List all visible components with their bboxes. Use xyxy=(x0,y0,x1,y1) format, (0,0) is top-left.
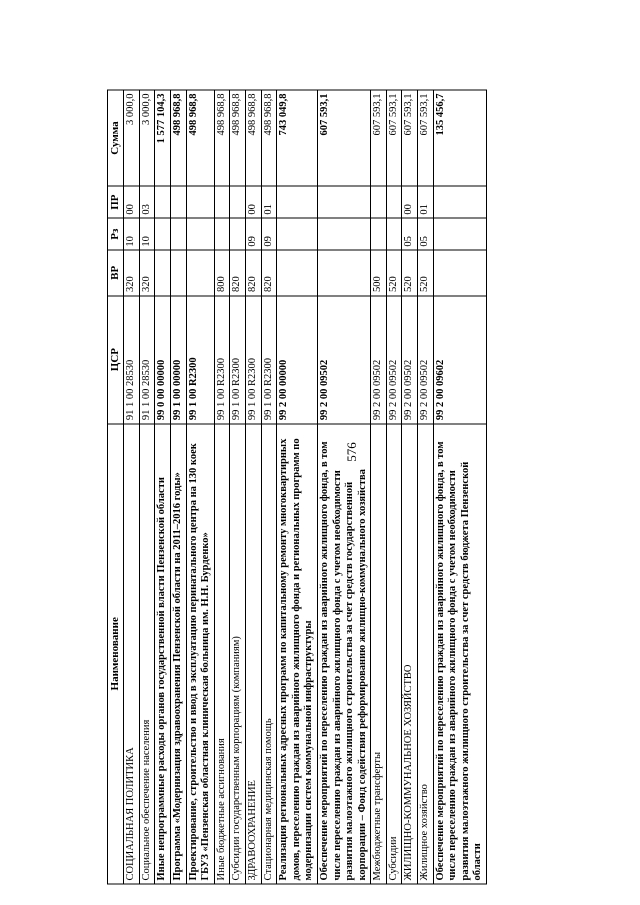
cell-pr xyxy=(155,186,171,218)
cell-rz xyxy=(277,218,318,250)
cell-pr xyxy=(317,186,370,218)
cell-sum: 498 968,8 xyxy=(245,90,261,186)
table-row xyxy=(230,90,246,884)
cell-rz xyxy=(386,218,402,250)
cell-rz xyxy=(186,218,214,250)
cell-sum: 498 968,8 xyxy=(230,90,246,186)
table-row xyxy=(124,90,140,884)
cell-rz: 05 xyxy=(418,218,434,250)
cell-sum: 498 968,8 xyxy=(170,90,186,186)
cell-name: Субсидии государственным корпорациям (компаниям) xyxy=(230,424,246,884)
header-rz: Рз xyxy=(108,218,124,250)
budget-table-container xyxy=(107,90,565,885)
cell-sum: 607 593,1 xyxy=(317,90,370,186)
cell-name: ЗДРАВООХРАНЕНИЕ xyxy=(245,424,261,884)
cell-vr xyxy=(433,250,486,295)
cell-rz xyxy=(317,218,370,250)
cell-vr: 520 xyxy=(418,250,434,295)
cell-name: Проектирование, строительство и ввод в эксплуатацию перинатального центра на 130 коек ГБУЗ «Пензенская областная клиническая больница им. Н.Н. Бурденко» xyxy=(186,424,214,884)
cell-rz xyxy=(433,218,486,250)
table-row xyxy=(402,90,418,884)
cell-name: Обеспечение мероприятий по переселению граждан из аварийного жилищного фонда, в том числе переселению граждан из аварийного жилищного фонда с учетом необходимости развития малоэтажного жилищного строительства за счет средств бюджета Пензенской области xyxy=(433,424,486,884)
cell-sum: 498 968,8 xyxy=(214,90,230,186)
cell-vr xyxy=(186,250,214,295)
page-number: 576 xyxy=(344,442,359,462)
cell-rz xyxy=(170,218,186,250)
cell-csr: 99 2 00 09502 xyxy=(371,296,387,424)
table-row xyxy=(170,90,186,884)
cell-name: ЖИЛИЩНО-КОММУНАЛЬНОЕ ХОЗЯЙСТВО xyxy=(402,424,418,884)
cell-rz xyxy=(371,218,387,250)
cell-name: Стационарная медицинская помощь xyxy=(261,424,277,884)
cell-sum: 3 000,0 xyxy=(139,90,155,186)
cell-vr: 520 xyxy=(402,250,418,295)
cell-csr: 91 1 00 28530 xyxy=(139,296,155,424)
table-row xyxy=(317,90,370,884)
cell-csr: 99 2 00 09502 xyxy=(402,296,418,424)
cell-sum: 3 000,0 xyxy=(124,90,140,186)
cell-sum: 607 593,1 xyxy=(402,90,418,186)
cell-sum: 135 456,7 xyxy=(433,90,486,186)
cell-sum: 607 593,1 xyxy=(371,90,387,186)
header-csr: ЦСР xyxy=(108,296,124,424)
cell-pr xyxy=(230,186,246,218)
cell-pr xyxy=(386,186,402,218)
table-row xyxy=(261,90,277,884)
cell-rz: 09 xyxy=(245,218,261,250)
cell-csr: 99 2 00 09602 xyxy=(433,296,486,424)
cell-pr: 01 xyxy=(261,186,277,218)
header-vr: ВР xyxy=(108,250,124,295)
table-row xyxy=(155,90,171,884)
table-row xyxy=(186,90,214,884)
cell-pr: 01 xyxy=(418,186,434,218)
cell-rz: 10 xyxy=(139,218,155,250)
cell-name: Жилищное хозяйство xyxy=(418,424,434,884)
cell-name: Социальное обеспечение населения xyxy=(139,424,155,884)
cell-pr xyxy=(186,186,214,218)
cell-name: Иные непрограммные расходы органов государственной власти Пензенской области xyxy=(155,424,171,884)
cell-vr: 520 xyxy=(386,250,402,295)
cell-name: Обеспечение мероприятий по переселению граждан из аварийного жилищного фонда, в том числе переселению граждан из аварийного жилищного фонда с учетом необходимости развития малоэтажного жилищного строительства за счет средств государственной корпорации – Фонд содействия реформированию жилищно-коммунального хозяйства xyxy=(317,424,370,884)
cell-sum: 1 577 104,3 xyxy=(155,90,171,186)
cell-csr: 99 2 00 09502 xyxy=(418,296,434,424)
cell-vr: 800 xyxy=(214,250,230,295)
cell-name: Реализация региональных адресных программ по капитальному ремонту многоквартирных домов, переселению граждан из аварийного жилищного фонда и региональных программ по модернизации систем коммунальной инфраструктуры xyxy=(277,424,318,884)
cell-pr xyxy=(277,186,318,218)
cell-csr: 99 2 00 00000 xyxy=(277,296,318,424)
cell-vr: 320 xyxy=(124,250,140,295)
cell-csr: 99 1 00 R2300 xyxy=(245,296,261,424)
cell-vr: 320 xyxy=(139,250,155,295)
cell-pr: 03 xyxy=(139,186,155,218)
cell-sum: 743 049,8 xyxy=(277,90,318,186)
cell-vr xyxy=(155,250,171,295)
cell-csr: 99 1 00 R2300 xyxy=(261,296,277,424)
table-row xyxy=(277,90,318,884)
cell-pr: 00 xyxy=(402,186,418,218)
cell-vr xyxy=(317,250,370,295)
cell-name: СОЦИАЛЬНАЯ ПОЛИТИКА xyxy=(124,424,140,884)
cell-vr: 820 xyxy=(261,250,277,295)
cell-csr: 99 1 00 00000 xyxy=(170,296,186,424)
cell-rz xyxy=(155,218,171,250)
table-row xyxy=(245,90,261,884)
table-header-row xyxy=(108,90,124,884)
table-row xyxy=(418,90,434,884)
table-row xyxy=(386,90,402,884)
table-row xyxy=(433,90,486,884)
header-pr: ПР xyxy=(108,186,124,218)
table-body xyxy=(124,90,487,884)
cell-sum: 607 593,1 xyxy=(418,90,434,186)
cell-vr: 500 xyxy=(371,250,387,295)
table-row xyxy=(139,90,155,884)
cell-rz xyxy=(230,218,246,250)
header-name: Наименование xyxy=(108,424,124,884)
cell-pr xyxy=(371,186,387,218)
cell-pr xyxy=(214,186,230,218)
cell-csr: 91 1 00 28530 xyxy=(124,296,140,424)
cell-pr: 00 xyxy=(245,186,261,218)
header-sum: Сумма xyxy=(108,90,124,186)
cell-name: Межбюджетные трансферты xyxy=(371,424,387,884)
cell-rz: 09 xyxy=(261,218,277,250)
cell-rz: 10 xyxy=(124,218,140,250)
cell-csr: 99 1 00 R2300 xyxy=(214,296,230,424)
cell-pr: 00 xyxy=(124,186,140,218)
cell-sum: 607 593,1 xyxy=(386,90,402,186)
cell-vr xyxy=(170,250,186,295)
cell-rz: 05 xyxy=(402,218,418,250)
cell-csr: 99 2 00 09502 xyxy=(386,296,402,424)
cell-pr xyxy=(433,186,486,218)
cell-vr: 820 xyxy=(245,250,261,295)
cell-sum: 498 968,8 xyxy=(261,90,277,186)
table-row xyxy=(371,90,387,884)
cell-csr: 99 1 00 R2300 xyxy=(186,296,214,424)
cell-name: Субсидии xyxy=(386,424,402,884)
cell-name: Иные бюджетные ассигнования xyxy=(214,424,230,884)
cell-vr: 820 xyxy=(230,250,246,295)
cell-vr xyxy=(277,250,318,295)
cell-csr: 99 2 00 09502 xyxy=(317,296,370,424)
cell-csr: 99 0 00 00000 xyxy=(155,296,171,424)
cell-pr xyxy=(170,186,186,218)
table-row xyxy=(214,90,230,884)
cell-name: Программа «Модернизация здравоохранения Пензенской области на 2011–2016 годы» xyxy=(170,424,186,884)
cell-csr: 99 1 00 R2300 xyxy=(230,296,246,424)
budget-table xyxy=(107,90,487,885)
cell-sum: 498 968,8 xyxy=(186,90,214,186)
cell-rz xyxy=(214,218,230,250)
